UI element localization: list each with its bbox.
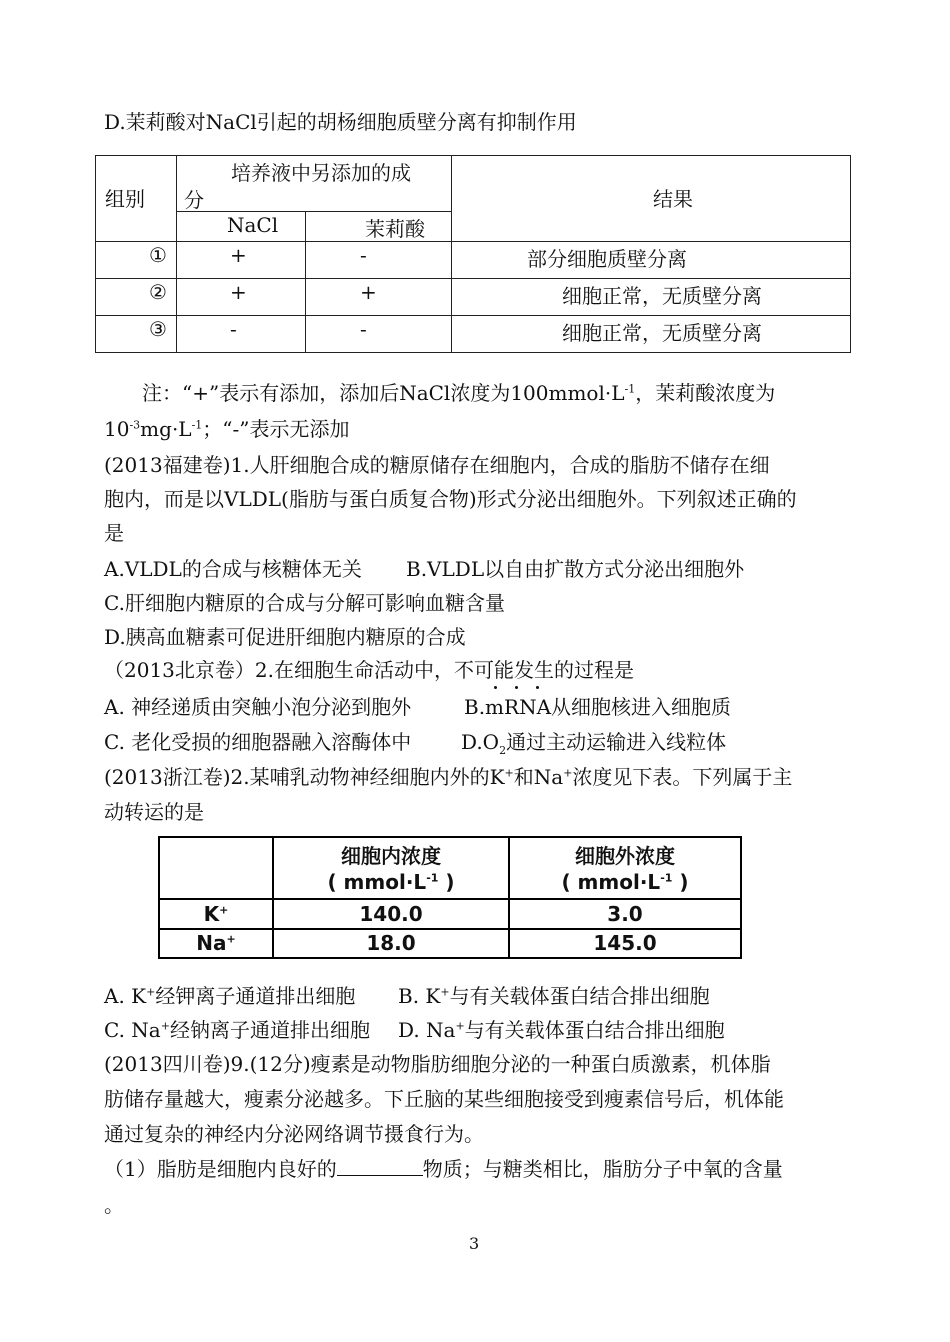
q1-stem-line3: 是 [104, 521, 124, 545]
option-d-line: D.茉莉酸对NaCl引起的胡杨细胞质壁分离有抑制作用 [104, 110, 577, 134]
q2-option-b: B.mRNA从细胞核进入细胞质 [464, 695, 732, 719]
row3-nacl: - [230, 317, 237, 341]
q1-option-c: C.肝细胞内糖原的合成与分解可影响血糖含量 [104, 591, 505, 615]
row1-result: 部分细胞质壁分离 [527, 247, 687, 271]
row2-ja: + [360, 280, 377, 304]
header-result: 结果 [653, 187, 693, 211]
q2-option-c: C. 老化受损的细胞器融入溶酶体中 [104, 730, 412, 754]
na-outside: 145.0 [593, 931, 657, 955]
row3-group: ③ [149, 317, 167, 341]
q2-option-a: A. 神经递质由突触小泡分泌到胞外 [104, 695, 412, 719]
q1-stem-line2: 胞内，而是以VLDL(脂肪与蛋白质复合物)形式分泌出细胞外。下列叙述正确的 [104, 487, 797, 511]
header-added-line1: 培养液中另添加的成 [231, 161, 411, 185]
emphasis-dot [494, 686, 497, 689]
q3-option-b: B. K+与有关载体蛋白结合排出细胞 [398, 984, 710, 1008]
q3-option-d: D. Na+与有关载体蛋白结合排出细胞 [398, 1018, 725, 1042]
q4-stem-line2: 肪储存量越大，瘦素分泌越多。下丘脑的某些细胞接受到瘦素信号后，机体能 [104, 1087, 784, 1111]
q3-option-c: C. Na+经钠离子通道排出细胞 [104, 1018, 370, 1042]
subheader-nacl: NaCl [227, 213, 279, 237]
note-line2: $10^{-3}mg\cdot L^{-1}$；“-”表示无添加 [104, 417, 350, 441]
answer-blank[interactable] [337, 1157, 423, 1176]
q1-stem-line1: (2013福建卷)1.人肝细胞合成的糖原储存在细胞内，合成的脂肪不储存在细 [104, 453, 770, 477]
unit-outside: ( $mmol\cdot L^{-1}$ ) [561, 870, 689, 894]
header-added-line2: 分 [184, 188, 204, 212]
q4-sub1-line1: （1）脂肪是细胞内良好的 物质；与糖类相比，脂肪分子中氧的含量 [104, 1157, 783, 1181]
row1-ja: - [360, 243, 367, 267]
experiment-table [95, 155, 851, 353]
row3-ja: - [360, 317, 367, 341]
row3-result: 细胞正常，无质壁分离 [562, 321, 762, 345]
na-label: Na+ [196, 931, 236, 955]
q4-stem-line3: 通过复杂的神经内分泌网络调节摄食行为。 [104, 1122, 484, 1146]
unit-inside: ( $mmol\cdot L^{-1}$ ) [327, 870, 455, 894]
q4-stem-line1: (2013四川卷)9.(12分)瘦素是动物脂肪细胞分泌的一种蛋白质激素，机体脂 [104, 1052, 771, 1076]
k-label: K+ [203, 902, 229, 926]
header-group: 组别 [105, 187, 145, 211]
q4-sub1-line2: 。 [104, 1193, 124, 1217]
row1-group: ① [149, 243, 167, 267]
q2-stem: （2013北京卷）2.在细胞生命活动中，不可能发生的过程是 [104, 658, 634, 682]
k-inside: 140.0 [359, 902, 423, 926]
subheader-jasmonic: 茉莉酸 [365, 217, 425, 241]
row2-group: ② [149, 280, 167, 304]
row2-result: 细胞正常，无质壁分离 [562, 284, 762, 308]
header-inside: 细胞内浓度 [341, 844, 441, 868]
page-number: 3 [469, 1234, 480, 1253]
na-inside: 18.0 [366, 931, 416, 955]
ion-concentration-table [158, 836, 742, 959]
k-outside: 3.0 [607, 902, 643, 926]
q3-option-a: A. K+经钾离子通道排出细胞 [104, 984, 356, 1008]
header-outside: 细胞外浓度 [575, 844, 675, 868]
row1-nacl: + [230, 243, 247, 267]
emphasis-dot [536, 686, 539, 689]
q3-stem-line1: (2013浙江卷)2.某哺乳动物神经细胞内外的K+和Na+浓度见下表。下列属于主 [104, 765, 793, 789]
q1-option-b: B.VLDL以自由扩散方式分泌出细胞外 [406, 557, 745, 581]
q1-option-d: D.胰高血糖素可促进肝细胞内糖原的合成 [104, 625, 466, 649]
row2-nacl: + [230, 280, 247, 304]
emphasis-dot [515, 686, 518, 689]
q3-stem-line2: 动转运的是 [104, 800, 204, 824]
note-line1: 注：“+”表示有添加，添加后NaCl浓度为$100mmol\cdot L^{-1}$，茉莉酸浓度为 [142, 381, 776, 405]
q2-option-d: $D.O_2$通过主动运输进入线粒体 [461, 730, 727, 757]
q1-option-a: A.VLDL的合成与核糖体无关 [104, 557, 362, 581]
